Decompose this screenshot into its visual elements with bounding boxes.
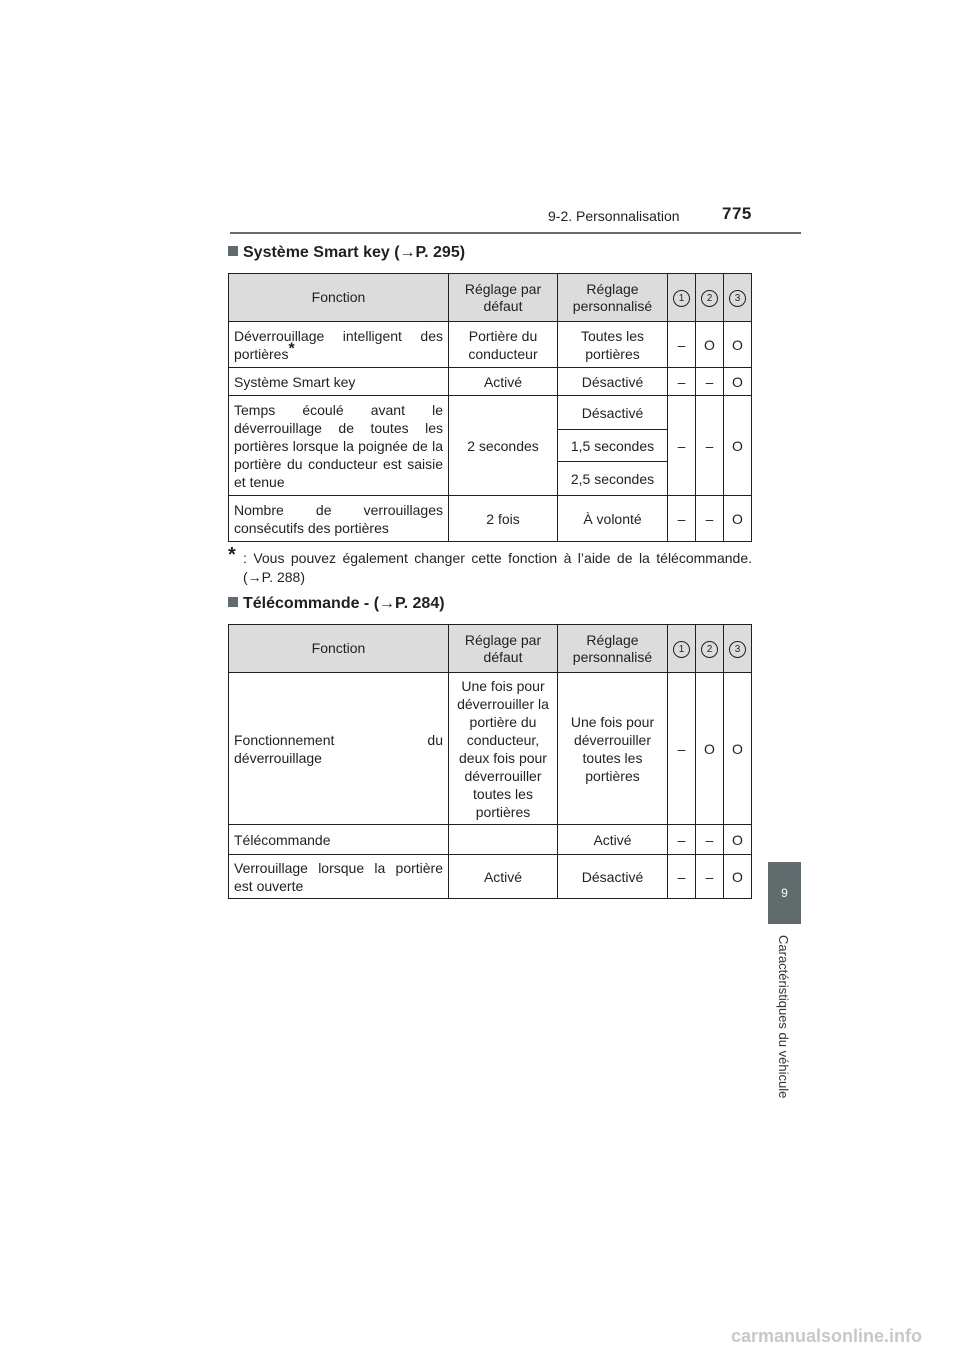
cell-fonction: Télécommande bbox=[229, 825, 449, 855]
cell-defaut: Une fois pour déverrouiller la portière du conducteur, deux fois pour déverrouiller toutes les portières bbox=[449, 673, 558, 825]
cell-col2: – bbox=[696, 396, 724, 496]
footnote bbox=[228, 544, 752, 587]
cell-col1: – bbox=[668, 825, 696, 855]
header-fonction: Fonction bbox=[229, 274, 449, 322]
cell-col3: O bbox=[724, 855, 752, 899]
page-reference-link[interactable]: P. 288) bbox=[261, 569, 306, 585]
table-row bbox=[229, 673, 752, 825]
cell-col1: – bbox=[668, 855, 696, 899]
section-heading-telecommande bbox=[228, 595, 445, 613]
cell-col1: – bbox=[668, 368, 696, 396]
table-row bbox=[229, 855, 752, 899]
cell-col3: O bbox=[724, 825, 752, 855]
asterisk-icon: * bbox=[288, 339, 295, 357]
table-row bbox=[229, 322, 752, 368]
cell-perso: Désactivé bbox=[558, 855, 668, 899]
cell-perso-option: 1,5 secondes bbox=[558, 430, 668, 462]
cell-defaut: 2 secondes bbox=[449, 396, 558, 496]
circled-2-icon: 2 bbox=[701, 290, 718, 307]
table-row bbox=[229, 396, 752, 430]
arrow-icon: → bbox=[379, 595, 396, 612]
cell-col3: O bbox=[724, 368, 752, 396]
chapter-label: Caractéristiques du véhicule bbox=[776, 935, 791, 1099]
page-reference-link[interactable]: P. 284) bbox=[395, 595, 445, 612]
telecommande-table bbox=[228, 624, 752, 899]
circled-1-icon: 1 bbox=[673, 290, 690, 307]
cell-fonction: Temps écoulé avant le déverrouillage de toutes les portières lorsque la poignée de la portière du conducteur est saisie et tenue bbox=[229, 396, 449, 496]
table-row bbox=[229, 368, 752, 396]
section-title: Télécommande - ( bbox=[243, 595, 380, 612]
circled-1-icon: 1 bbox=[673, 641, 690, 658]
section-heading-smart-key bbox=[228, 244, 465, 262]
arrow-icon: → bbox=[399, 244, 416, 261]
cell-col2: – bbox=[696, 496, 724, 542]
smart-key-table bbox=[228, 273, 752, 542]
square-bullet-icon bbox=[228, 246, 238, 256]
cell-perso: Toutes les portières bbox=[558, 322, 668, 368]
cell-col1: – bbox=[668, 673, 696, 825]
cell-col1: – bbox=[668, 322, 696, 368]
cell-fonction: Nombre de verrouillages consécutifs des portières bbox=[229, 496, 449, 542]
cell-col3: O bbox=[724, 396, 752, 496]
cell-perso-option: Désactivé bbox=[558, 396, 668, 430]
chapter-tab[interactable]: 9 bbox=[768, 862, 801, 924]
header-divider bbox=[230, 232, 801, 234]
footnote-text: : Vous pouvez également changer cette fonction à l’aide de la télécommande. ( bbox=[243, 550, 752, 585]
header-section-title: 9-2. Personnalisation bbox=[548, 208, 680, 224]
cell-fonction: Fonctionnement du déverrouillage bbox=[229, 673, 449, 825]
cell-perso: Une fois pour déverrouiller toutes les portières bbox=[558, 673, 668, 825]
cell-perso: À volonté bbox=[558, 496, 668, 542]
circled-3-icon: 3 bbox=[729, 290, 746, 307]
page-number: 775 bbox=[722, 204, 752, 223]
asterisk-icon: * bbox=[228, 544, 236, 566]
watermark: carmanualsonline.info bbox=[731, 1326, 923, 1346]
cell-col3: O bbox=[724, 322, 752, 368]
cell-col2: O bbox=[696, 322, 724, 368]
arrow-icon: → bbox=[247, 569, 262, 585]
section-title: Système Smart key ( bbox=[243, 244, 400, 261]
cell-col1: – bbox=[668, 496, 696, 542]
header-defaut: Réglage par défaut bbox=[449, 274, 558, 322]
cell-col1: – bbox=[668, 396, 696, 496]
cell-defaut: Activé bbox=[449, 368, 558, 396]
cell-fonction: Système Smart key bbox=[229, 368, 449, 396]
cell-defaut: Activé bbox=[449, 855, 558, 899]
cell-col2: O bbox=[696, 673, 724, 825]
cell-col3: O bbox=[724, 673, 752, 825]
cell-fonction: Déverrouillage intelligent des portières bbox=[234, 327, 443, 362]
table-row bbox=[229, 825, 752, 855]
cell-perso: Activé bbox=[558, 825, 668, 855]
circled-2-icon: 2 bbox=[701, 641, 718, 658]
circled-3-icon: 3 bbox=[729, 641, 746, 658]
cell-defaut bbox=[449, 825, 558, 855]
page-reference-link[interactable]: P. 295) bbox=[415, 244, 466, 261]
cell-defaut: 2 fois bbox=[449, 496, 558, 542]
cell-col3: O bbox=[724, 496, 752, 542]
square-bullet-icon bbox=[228, 597, 238, 607]
header-perso: Réglage personnalisé bbox=[558, 274, 668, 322]
header-perso: Réglage personnalisé bbox=[558, 625, 668, 673]
cell-col2: – bbox=[696, 825, 724, 855]
cell-col2: – bbox=[696, 368, 724, 396]
table-row bbox=[229, 496, 752, 542]
cell-fonction: Verrouillage lorsque la portière est ouverte bbox=[229, 855, 449, 899]
cell-defaut: Portière du conducteur bbox=[449, 322, 558, 368]
header-defaut: Réglage par défaut bbox=[449, 625, 558, 673]
cell-perso-option: 2,5 secondes bbox=[558, 462, 668, 496]
header-fonction: Fonction bbox=[229, 625, 449, 673]
cell-perso: Désactivé bbox=[558, 368, 668, 396]
cell-col2: – bbox=[696, 855, 724, 899]
